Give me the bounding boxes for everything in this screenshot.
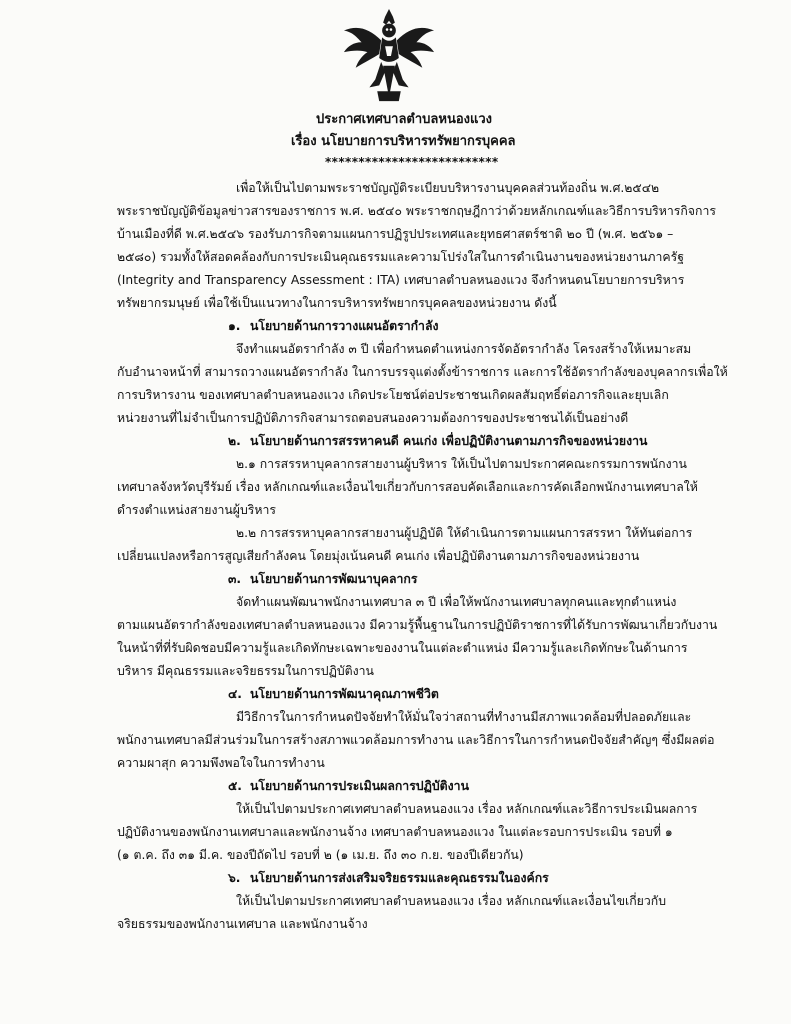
intro-line: พระราชบัญญัติข้อมูลข่าวสารของราชการ พ.ศ. ๒๕๔๐ พระราชกฤษฎีกาว่าด้วยหลักเกณฑ์และวิธีการบริหารกิจการ <box>117 204 716 218</box>
intro-line: ทรัพยากรมนุษย์ เพื่อใช้เป็นแนวทางในการบริหารทรัพยากรบุคคลของหน่วยงาน ดังนี้ <box>117 296 557 310</box>
section-2-title: นโยบายด้านการสรรหาคนดี คนเก่ง เพื่อปฏิบัติงานตามภารกิจของหน่วยงาน <box>250 434 648 448</box>
section-3-heading <box>228 571 417 587</box>
section-2-line: ๒.๒ การสรรหาบุคลากรสายงานผู้ปฏิบัติ ให้ดำเนินการตามแผนการสรรหา ให้ทันต่อการ <box>236 526 693 540</box>
section-5-line: ปฏิบัติงานของพนักงานเทศบาลและพนักงานจ้าง เทศบาลตำบลหนองแวง ในแต่ละรอบการประเมิน รอบที่ ๑ <box>117 825 673 839</box>
section-3-line: บริหาร มีคุณธรรมและจริยธรรมในการปฏิบัติงาน <box>117 664 374 678</box>
section-1-line: การบริหารงาน ของเทศบาลตำบลหนองแวง เกิดประโยชน์ต่อประชาชนเกิดผลสัมฤทธิ์ต่อภารกิจและยุบเลิก <box>117 388 669 402</box>
section-5-line: (๑ ต.ค. ถึง ๓๑ มี.ค. ของปีถัดไป รอบที่ ๒ (๑ เม.ย. ถึง ๓๐ ก.ย. ของปีเดียวกัน) <box>117 848 524 862</box>
section-2-line: ดำรงตำแหน่งสายงานผู้บริหาร <box>117 503 276 517</box>
section-6-number: ๖. <box>228 871 241 885</box>
section-6-line: ให้เป็นไปตามประกาศเทศบาลตำบลหนองแวง เรื่อง หลักเกณฑ์และเงื่อนไขเกี่ยวกับ <box>236 894 667 908</box>
section-4-line: พนักงานเทศบาลมีส่วนร่วมในการสร้างสภาพแวดล้อมการทำงาน และวิธีการในการกำหนดปัจจัยสำคัญๆ ซึ่งมีผลต่อ <box>117 733 715 747</box>
announcement-subject: เรื่อง นโยบายการบริหารทรัพยากรบุคคล <box>291 134 516 149</box>
section-3-line: จัดทำแผนพัฒนาพนักงานเทศบาล ๓ ปี เพื่อให้พนักงานเทศบาลทุกคนและทุกตำแหน่ง <box>236 595 677 609</box>
section-2-line: เทศบาลจังหวัดบุรีรัมย์ เรื่อง หลักเกณฑ์และเงื่อนไขเกี่ยวกับการสอบคัดเลือกและการคัดเลือกพนักงานเทศบาลให้ <box>117 480 698 494</box>
section-3-line: ตามแผนอัตรากำลังของเทศบาลตำบลหนองแวง มีความรู้พื้นฐานในการปฏิบัติราชการที่ได้รับการพัฒนาเกี่ยวกับงาน <box>117 618 718 632</box>
section-2-line: เปลี่ยนแปลงหรือการสูญเสียกำลังคน โดยมุ่งเน้นคนดี คนเก่ง เพื่อปฏิบัติงานตามภารกิจของหน่วยงาน <box>117 549 640 563</box>
section-4-line: มีวิธีการในการกำหนดปัจจัยทำให้มั่นใจว่าสถานที่ทำงานมีสภาพแวดล้อมที่ปลอดภัยและ <box>236 710 692 724</box>
intro-line: ๒๕๘๐) รวมทั้งให้สอดคล้องกับการประเมินคุณธรรมและความโปร่งใสในการดำเนินงานของหน่วยงานภาครัฐ <box>117 250 685 264</box>
title-divider: ************************** <box>325 155 499 169</box>
section-1-line: กับอำนาจหน้าที่ สามารถวางแผนอัตรากำลัง ในการบรรจุแต่งตั้งข้าราชการ และการใช้อัตรากำลังของบุคลากรเพื่อให้ <box>117 365 728 379</box>
section-1-line: จึงทำแผนอัตรากำลัง ๓ ปี เพื่อกำหนดตำแหน่งการจัดอัตรากำลัง โครงสร้างให้เหมาะสม <box>236 342 692 356</box>
intro-line: บ้านเมืองที่ดี พ.ศ.๒๕๔๖ รองรับภารกิจตามแผนการปฏิรูปประเทศและยุทธศาสตร์ชาติ ๒๐ ปี (พ.ศ. ๒๕๖๑ – <box>117 227 674 241</box>
section-2-heading <box>228 433 647 449</box>
section-5-heading <box>228 778 469 794</box>
section-4-title: นโยบายด้านการพัฒนาคุณภาพชีวิต <box>250 687 439 701</box>
section-6-heading <box>228 870 549 886</box>
section-1-number: ๑. <box>228 319 241 333</box>
section-4-line: ความผาสุก ความพึงพอใจในการทำงาน <box>117 756 325 770</box>
garuda-emblem-icon <box>340 6 438 106</box>
section-3-title: นโยบายด้านการพัฒนาบุคลากร <box>250 572 418 586</box>
section-2-number: ๒. <box>228 434 241 448</box>
announcement-title: ประกาศเทศบาลตำบลหนองแวง <box>316 112 493 127</box>
section-1-title: นโยบายด้านการวางแผนอัตรากำลัง <box>250 319 439 333</box>
section-5-line: ให้เป็นไปตามประกาศเทศบาลตำบลหนองแวง เรื่อง หลักเกณฑ์และวิธีการประเมินผลการ <box>236 802 698 816</box>
section-6-line: จริยธรรมของพนักงานเทศบาล และพนักงานจ้าง <box>117 917 368 931</box>
section-2-line: ๒.๑ การสรรหาบุคลากรสายงานผู้บริหาร ให้เป็นไปตามประกาศคณะกรรมการพนักงาน <box>236 457 687 471</box>
section-4-heading <box>228 686 439 702</box>
section-1-line: หน่วยงานที่ไม่จำเป็นการปฏิบัติภารกิจสามารถตอบสนองความต้องการของประชาชนได้เป็นอย่างดี <box>117 411 629 425</box>
section-1-heading <box>228 318 439 334</box>
section-3-line: ในหน้าที่ที่รับผิดชอบมีความรู้และเกิดทักษะเฉพาะของงานในแต่ละตำแหน่ง มีความรู้และเกิดทักษะในด้านการ <box>117 641 688 655</box>
section-6-title: นโยบายด้านการส่งเสริมจริยธรรมและคุณธรรมในองค์กร <box>250 871 549 885</box>
intro-line: (Integrity and Transparency Assessment : ITA) เทศบาลตำบลหนองแวง จึงกำหนดนโยบายการบริหาร <box>117 273 685 287</box>
section-5-title: นโยบายด้านการประเมินผลการปฏิบัติงาน <box>250 779 469 793</box>
intro-line: เพื่อให้เป็นไปตามพระราชบัญญัติระเบียบบริหารงานบุคคลส่วนท้องถิ่น พ.ศ.๒๕๔๒ <box>236 181 660 195</box>
section-4-number: ๔. <box>228 687 242 701</box>
section-3-number: ๓. <box>228 572 242 586</box>
section-5-number: ๕. <box>228 779 242 793</box>
